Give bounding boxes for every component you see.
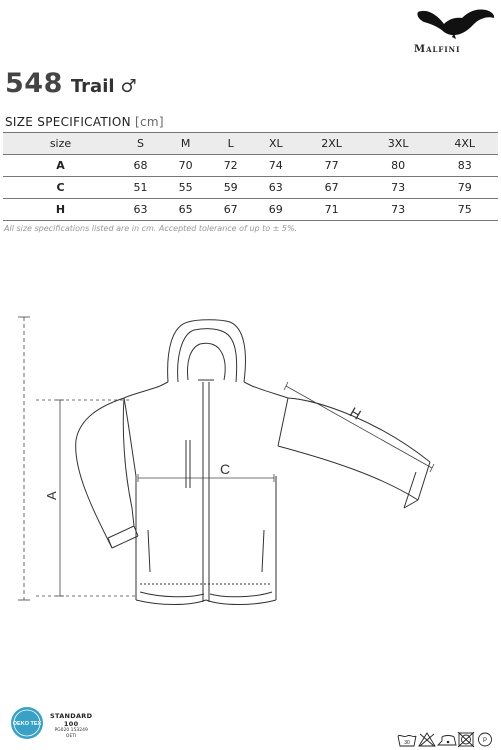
table-cell: 77 [298, 155, 365, 177]
table-cell: 74 [253, 155, 298, 177]
product-heading [5, 68, 137, 99]
table-cell: 73 [365, 177, 432, 199]
male-symbol-icon: ♂ [120, 76, 137, 97]
table-cell: 65 [163, 199, 208, 221]
wash-temperature: 30 [404, 740, 410, 746]
no-bleach-icon [419, 733, 435, 746]
product-code: 548 [5, 68, 63, 99]
table-cell: 69 [253, 199, 298, 221]
dimension-label-c: C [220, 461, 231, 477]
oeko-tex-badge-text: OEKO TEX [12, 721, 42, 727]
column-header: 4XL [431, 133, 498, 155]
oeko-tex-badge-icon [10, 706, 44, 740]
size-spec-unit: [cm] [135, 115, 164, 129]
oeko-institute: OETI [65, 734, 77, 739]
column-header: 3XL [365, 133, 432, 155]
table-cell: 75 [431, 199, 498, 221]
dimension-label-h: H [347, 403, 364, 423]
oeko-certificate-code: PG020 153249 [54, 728, 88, 733]
column-header: XL [253, 133, 298, 155]
oeko-standard-number: 100 [63, 720, 79, 728]
care-symbols [397, 731, 497, 748]
column-header: S [118, 133, 163, 155]
column-header: M [163, 133, 208, 155]
tolerance-note: All size specifications listed are in cm. Accepted tolerance of up to ± 5%. [4, 224, 298, 233]
table-cell: 70 [163, 155, 208, 177]
column-header: 2XL [298, 133, 365, 155]
table-cell: 79 [431, 177, 498, 199]
table-cell: 63 [253, 177, 298, 199]
oeko-standard-label: STANDARD [50, 712, 93, 720]
table-cell: 55 [163, 177, 208, 199]
table-cell: 73 [365, 199, 432, 221]
row-label: A [3, 155, 118, 177]
table-row [3, 155, 498, 177]
oeko-tex-certificate [50, 712, 92, 740]
table-cell: 72 [208, 155, 253, 177]
dimension-label-a: A [44, 491, 59, 500]
professional-clean-letter: P [482, 738, 488, 744]
table-cell: 67 [298, 177, 365, 199]
brand-name: Malfini [414, 44, 461, 55]
column-header: L [208, 133, 253, 155]
table-cell: 80 [365, 155, 432, 177]
table-cell: 67 [208, 199, 253, 221]
product-name: Trail [70, 76, 115, 97]
size-spec-title [5, 115, 164, 129]
jacket-technical-drawing [0, 300, 501, 630]
table-header-row [3, 133, 498, 155]
table-row [3, 199, 498, 221]
table-cell: 63 [118, 199, 163, 221]
table-cell: 51 [118, 177, 163, 199]
row-label: C [3, 177, 118, 199]
size-spec-label: SIZE SPECIFICATION [5, 115, 131, 129]
row-label: H [3, 199, 118, 221]
size-table [3, 132, 498, 221]
no-tumble-dry-icon [458, 732, 474, 747]
table-cell: 71 [298, 199, 365, 221]
table-cell: 83 [431, 155, 498, 177]
iron-low-icon [438, 736, 456, 746]
table-cell: 68 [118, 155, 163, 177]
column-header: size [3, 133, 118, 155]
table-row [3, 177, 498, 199]
table-cell: 59 [208, 177, 253, 199]
